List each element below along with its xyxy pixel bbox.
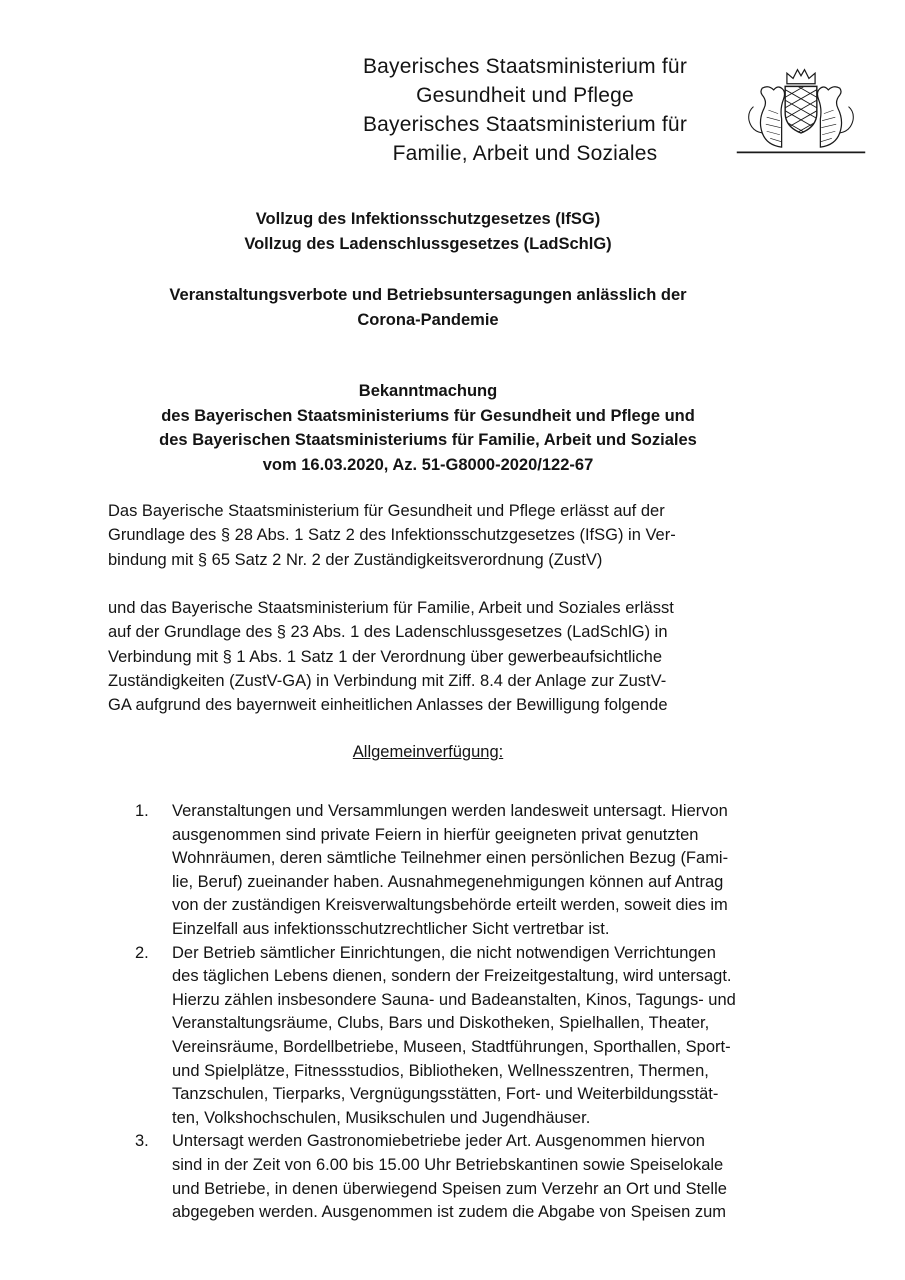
list-item-3 [108,1130,828,1224]
coat-of-arms-graphic [735,64,867,158]
list-item-3-text: Untersagt werden Gastronomiebetriebe jeder Art. Ausgenommen hiervon sind in der Zeit von 6.00 bis 15.00 Uhr Betriebskantinen sowie Speiselokale und Betriebe, in denen überwiegend Speisen zum Verzehr an Ort und Stelle abgegeben werden. Ausgenommen ist zudem die Abgabe von Speisen zum [172,1132,727,1222]
subject-topic-heading: Veranstaltungsverbote und Betriebsuntersagungen anlässlich der Corona-Pandemie [169,286,687,329]
list-item-2-text: Der Betrieb sämtlicher Einrichtungen, die nicht notwendigen Verrichtungen des täglichen Lebens dienen, sondern der Freizeitgestaltung, wird untersagt. Hierzu zählen insbesondere Sauna- und Badeanstalten, Kinos, Tagungs- und Veranstaltungsräume, Clubs, Bars und Diskotheken, Spielhallen, Theater, Vereinsräume, Bordellbetriebe, Museen, Stadtführungen, Sporthallen, Sport- und Spielplätze, Fitnessstudios, Bibliotheken, Wellnesszentren, Thermen, Tanzschulen, Tierparks, Vergnügungsstätten, Fort- und Weiterbildungsstät- ten, Volkshochschulen, Musikschulen und Jugendhäuser. [172,943,736,1127]
list-item-1-text: Veranstaltungen und Versammlungen werden landesweit untersagt. Hiervon ausgenommen sind private Feiern in hierfür geeigneten privat genutzten Wohnräumen, deren sämtliche Teilnehmer einen persönlichen Bezug (Fami- lie, Beruf) zueinander haben. Ausnahmegenehmigungen können auf Antrag von der zuständigen Kreisverwaltungsbehörde erteilt werden, soweit dies im Einzelfall aus infektionsschutzrechtlicher Sicht vertretbar ist. [172,802,729,938]
list-item-2 [108,942,828,1131]
subject-vollzug-heading: Vollzug des Infektionsschutzgesetzes (IfSG) Vollzug des Ladenschlussgesetzes (LadSchlG) [244,210,612,253]
list-item-1-number: 1. [135,802,149,820]
paragraph-legal-basis-ladschlg: und das Bayerische Staatsministerium für Familie, Arbeit und Soziales erlässt auf der Grundlage des § 23 Abs. 1 des Ladenschlussgesetzes (LadSchlG) in Verbindung mit § 1 Abs. 1 Satz 1 der Verordnung über gewerbeaufsichtliche Zuständigkeiten (ZustV-GA) in Verbindung mit Ziff. 8.4 der Anlage zur ZustV- GA aufgrund des bayernweit einheitlichen Anlasses der Bewilligung folgende [108,599,674,715]
list-item-3-number: 3. [135,1132,149,1151]
bavarian-coat-of-arms [735,64,867,158]
section-heading-text: Allgemeinverfügung: [352,743,504,761]
list-item-2-number: 2. [135,943,149,962]
paragraph-legal-basis-ifsg: Das Bayerische Staatsministerium für Gesundheit und Pflege erlässt auf der Grundlage des § 28 Abs. 1 Satz 2 des Infektionsschutzgesetzes (IfSG) in Ver- bindung mit § 65 Satz 2 Nr. 2 der Zuständigkeitsverordnung (ZustV) [108,502,676,569]
announcement-heading: Bekanntmachung des Bayerischen Staatsministeriums für Gesundheit und Pflege und des Bayerischen Staatsministeriums für Familie, Arbeit und Soziales vom 16.03.2020, Az. 51-G8000-2020/122-67 [159,382,697,474]
section-heading-allgemeinverfuegung [108,743,748,762]
list-item-1 [108,800,828,942]
ministry-letterhead: Bayerisches Staatsministerium für Gesundheit und Pflege Bayerisches Staatsministerium für Familie, Arbeit und Soziales [362,55,688,165]
decree-list [108,800,828,1225]
